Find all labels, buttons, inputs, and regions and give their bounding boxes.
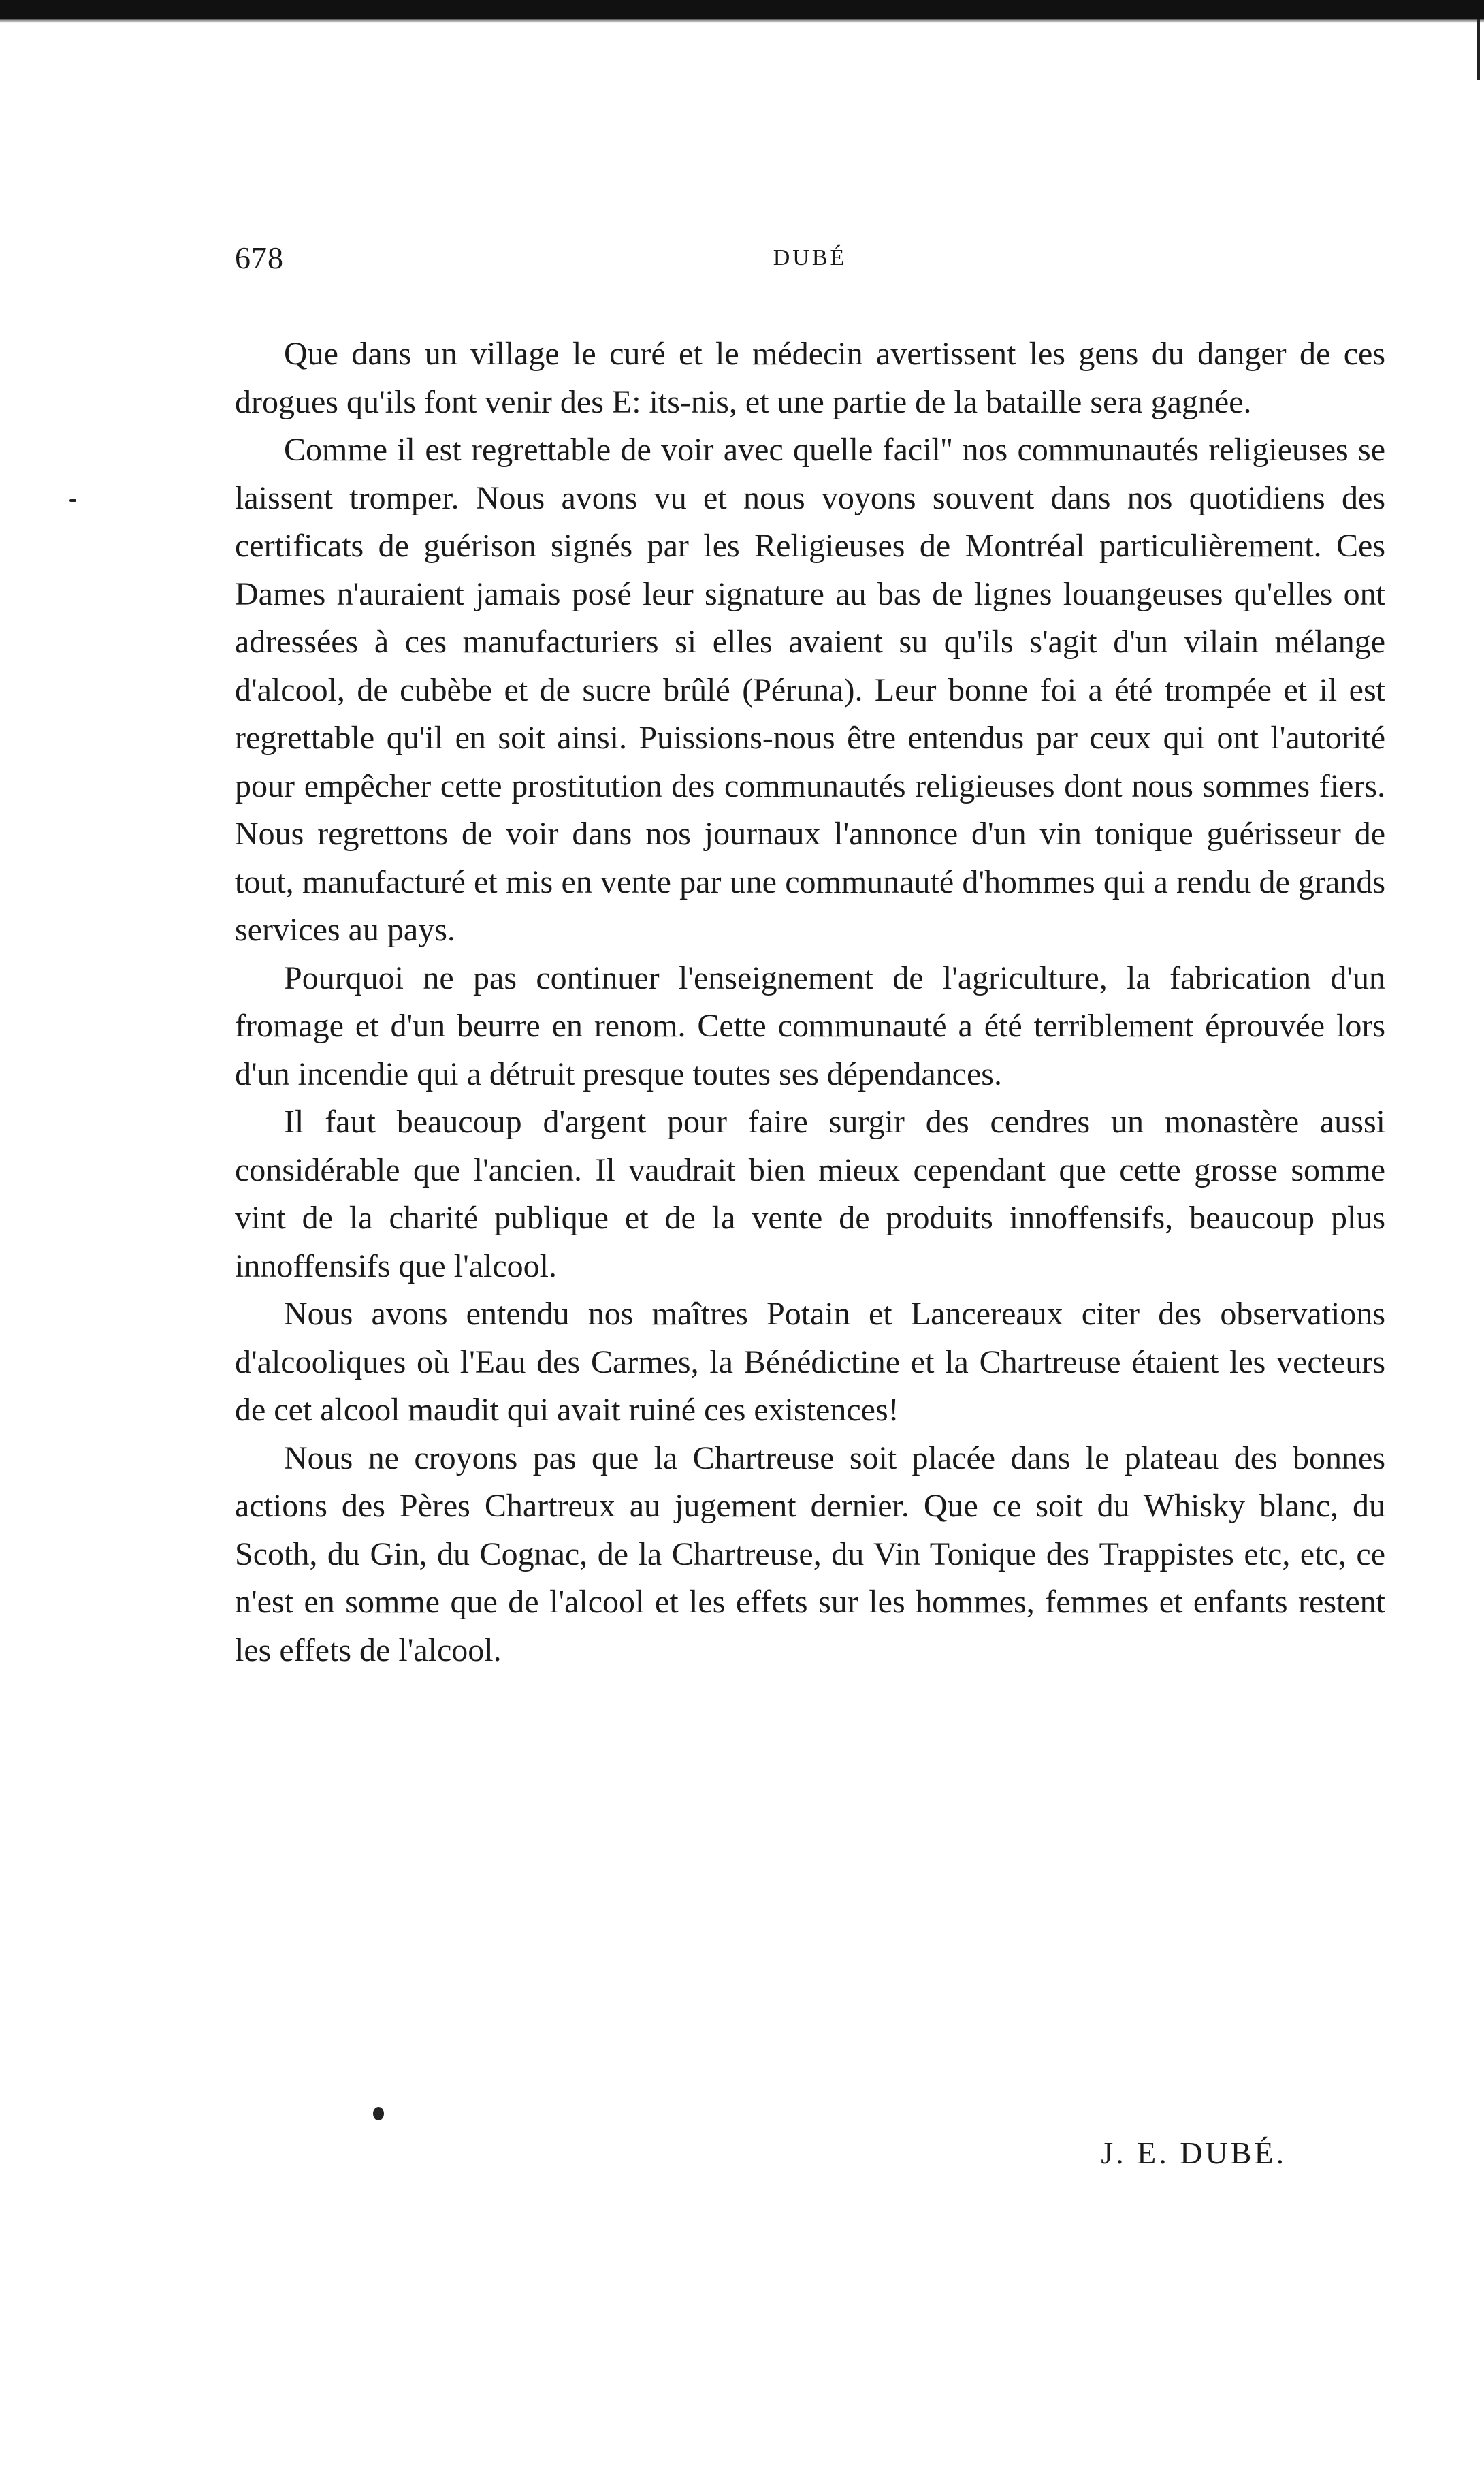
paragraph-6: Nous ne croyons pas que la Chartreuse soit placée dans le plateau des bonnes actions des Pères Chartreux au jugement dernier. Que ce soit du Whisky blanc, du Scoth, du Gin, du Cognac, de la Chartreuse, du Vin Tonique des Trappistes etc, etc, ce n'est en somme que de l'alcool et les effets sur les hommes, femmes et enfants restent les effets de l'alcool. — [235, 1440, 1385, 1668]
page-header — [235, 240, 1385, 287]
scan-edge-mark — [1477, 19, 1480, 80]
scan-top-shadow — [0, 19, 1484, 23]
author-signature: J. E. DUBÉ. — [1101, 2135, 1287, 2170]
page-number: 678 — [235, 240, 284, 275]
paragraph-5: Nous avons entendu nos maîtres Potain et Lancereaux citer des observations d'alcooliques où l'Eau des Carmes, la Bénédictine et la Chartreuse étaient les vecteurs de cet alcool maudit qui avait ruiné ces existences! — [235, 1296, 1385, 1428]
running-head: DUBÉ — [773, 245, 848, 270]
paragraph-3: Pourquoi ne pas continuer l'enseignement de l'agriculture, la fabrication d'un fromage et d'un beurre en renom. Cette communauté a été terriblement éprouvée lors d'un incendie qui a détruit presque toutes ses dépendances. — [235, 959, 1385, 1092]
paragraph-4: Il faut beaucoup d'argent pour faire surgir des cendres un monastère aussi considérable que l'ancien. Il vaudrait bien mieux cependant que cette grosse somme vint de la charité publique et de la vente de produits innoffensifs, beaucoup plus innoffensifs que l'alcool. — [235, 1104, 1385, 1284]
margin-tick — [69, 499, 76, 502]
ink-speck — [373, 2107, 384, 2120]
scan-top-border — [0, 0, 1484, 19]
article-body — [235, 330, 1385, 1674]
paragraph-1: Que dans un village le curé et le médecin avertissent les gens du danger de ces drogues qu'ils font venir des E: its-nis, et une partie de la bataille sera gagnée. — [235, 336, 1385, 420]
paragraph-2: Comme il est regrettable de voir avec quelle facil'' nos communautés religieuses se laissent tromper. Nous avons vu et nous voyons souvent dans nos quotidiens des certificats de guérison signés par les Religieuses de Montréal particulièrement. Ces Dames n'auraient jamais posé leur signature au bas de lignes louangeuses qu'elles ont adressées à ces manufacturiers si elles avaient su qu'ils s'agit d'un vilain mélange d'alcool, de cubèbe et de sucre brûlé (Péruna). Leur bonne foi a été trompée et il est regrettable qu'il en soit ainsi. Puissions-nous être entendus par ceux qui ont l'autorité pour empêcher cette prostitution des communautés religieuses dont nous sommes fiers. Nous regrettons de voir dans nos journaux l'annonce d'un vin tonique guérisseur de tout, manufacturé et mis en vente par une communauté d'hommes qui a rendu de grands services au pays. — [235, 432, 1385, 948]
